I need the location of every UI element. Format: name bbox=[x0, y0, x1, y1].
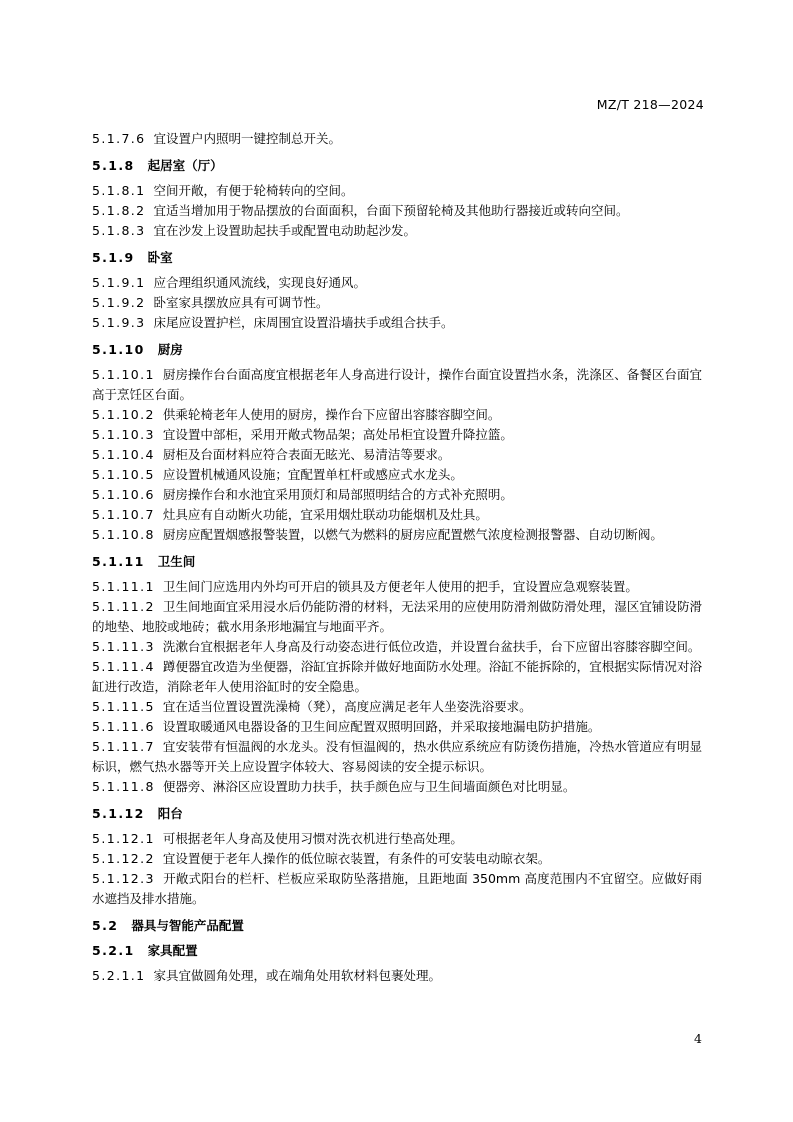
heading-text: 卫生间 bbox=[157, 554, 196, 569]
clause-text: 供乘轮椅老年人使用的厨房，操作台下应留出容膝容脚空间。 bbox=[162, 407, 501, 422]
heading-number: 5.2 bbox=[92, 918, 119, 933]
clause-number: 5.1.12.2 bbox=[92, 851, 155, 866]
clause-text: 厨房应配置烟感报警装置，以燃气为燃料的厨房应配置燃气浓度检测报警器、自动切断阀。 bbox=[162, 527, 663, 542]
clause-text: 蹲便器宜改造为坐便器，浴缸宜拆除并做好地面防水处理。浴缸不能拆除的，宜根据实际情况对浴缸进行改造，消除老年人使用浴缸时的安全隐患。 bbox=[92, 659, 702, 694]
clause-text: 厨房操作台台面高度宜根据老年人身高进行设计，操作台面宜设置挡水条，洗涤区、备餐区台面宜高于烹饪区台面。 bbox=[92, 367, 702, 402]
clause-number: 5.1.10.1 bbox=[92, 367, 155, 382]
clause-number: 5.1.11.1 bbox=[92, 579, 155, 594]
clause-item bbox=[92, 221, 702, 241]
clause-item bbox=[92, 445, 702, 465]
clause-text: 家具宜做圆角处理，或在端角处用软材料包裹处理。 bbox=[153, 968, 442, 983]
clause-number: 5.1.8.1 bbox=[92, 183, 146, 198]
heading-number: 5.1.10 bbox=[92, 342, 145, 357]
clause-number: 5.1.11.8 bbox=[92, 779, 155, 794]
clause-number: 5.1.10.7 bbox=[92, 507, 155, 522]
clause-text: 宜适当增加用于物品摆放的台面面积，台面下预留轮椅及其他助行器接近或转向空间。 bbox=[153, 203, 629, 218]
clause-text: 宜在适当位置设置洗澡椅（凳），高度应满足老年人坐姿洗浴要求。 bbox=[162, 699, 532, 714]
section-heading bbox=[92, 916, 702, 936]
page-number: 4 bbox=[694, 1031, 702, 1046]
clause-item bbox=[92, 597, 702, 637]
clause-number: 5.1.12.3 bbox=[92, 871, 155, 886]
clause-item bbox=[92, 293, 702, 313]
clause-text: 宜设置便于老年人操作的低位晾衣装置，有条件的可安装电动晾衣架。 bbox=[162, 851, 551, 866]
heading-text: 厨房 bbox=[157, 342, 183, 357]
clause-number: 5.1.10.4 bbox=[92, 447, 155, 462]
clause-number: 5.1.10.2 bbox=[92, 407, 155, 422]
clause-item bbox=[92, 849, 702, 869]
clause-number: 5.1.11.3 bbox=[92, 639, 155, 654]
clause-number: 5.1.11.2 bbox=[92, 599, 155, 614]
clause-item bbox=[92, 869, 702, 909]
clause-item bbox=[92, 697, 702, 717]
heading-number: 5.1.9 bbox=[92, 250, 135, 265]
clause-item bbox=[92, 777, 702, 797]
clause-item bbox=[92, 273, 702, 293]
heading-text: 家具配置 bbox=[147, 943, 198, 958]
clause-text: 洗漱台宜根据老年人身高及行动姿态进行低位改造，并设置台盆扶手，台下应留出容膝容脚空间。 bbox=[162, 639, 701, 654]
clause-number: 5.1.10.5 bbox=[92, 467, 155, 482]
clause-item bbox=[92, 717, 702, 737]
clause-number: 5.1.11.6 bbox=[92, 719, 155, 734]
clause-item bbox=[92, 365, 702, 405]
clause-item bbox=[92, 465, 702, 485]
section-heading bbox=[92, 552, 702, 572]
clause-item bbox=[92, 201, 702, 221]
clause-text: 应合理组织通风流线，实现良好通风。 bbox=[153, 275, 367, 290]
document-code: MZ/T 218—2024 bbox=[596, 97, 704, 112]
clause-number: 5.1.10.8 bbox=[92, 527, 155, 542]
clause-text: 设置取暖通风电器设备的卫生间应配置双照明回路，并采取接地漏电防护措施。 bbox=[162, 719, 601, 734]
clause-text: 便器旁、淋浴区应设置助力扶手，扶手颜色应与卫生间墙面颜色对比明显。 bbox=[162, 779, 576, 794]
clause-item bbox=[92, 425, 702, 445]
heading-number: 5.1.12 bbox=[92, 806, 145, 821]
clause-item bbox=[92, 637, 702, 657]
clause-number: 5.1.12.1 bbox=[92, 831, 155, 846]
clause-text: 卧室家具摆放应具有可调节性。 bbox=[153, 295, 329, 310]
heading-text: 阳台 bbox=[157, 806, 183, 821]
clause-number: 5.1.9.2 bbox=[92, 295, 146, 310]
clause-item bbox=[92, 737, 702, 777]
clause-text: 厨柜及台面材料应符合表面无眩光、易清洁等要求。 bbox=[162, 447, 451, 462]
clause-number: 5.1.10.3 bbox=[92, 427, 155, 442]
clause-item bbox=[92, 577, 702, 597]
heading-number: 5.1.8 bbox=[92, 158, 135, 173]
clause-text: 可根据老年人身高及使用习惯对洗衣机进行垫高处理。 bbox=[162, 831, 463, 846]
section-heading bbox=[92, 248, 702, 268]
section-heading bbox=[92, 941, 702, 961]
clause-text: 应设置机械通风设施；宜配置单杠杆或感应式水龙头。 bbox=[162, 467, 463, 482]
clause-item bbox=[92, 657, 702, 697]
section-heading bbox=[92, 804, 702, 824]
clause-item bbox=[92, 829, 702, 849]
clause-item bbox=[92, 505, 702, 525]
clause-text: 开敞式阳台的栏杆、栏板应采取防坠落措施，且距地面 350mm 高度范围内不宜留空。应做好雨水遮挡及排水措施。 bbox=[92, 871, 702, 906]
clause-text: 灶具应有自动断火功能，宜采用烟灶联动功能烟机及灶具。 bbox=[162, 507, 488, 522]
section-heading bbox=[92, 156, 702, 176]
heading-text: 起居室（厅） bbox=[147, 158, 223, 173]
clause-text: 卫生间地面宜采用浸水后仍能防滑的材料，无法采用的应使用防滑剂做防滑处理，湿区宜铺设防滑的地垫、地胶或地砖；截水用条形地漏宜与地面平齐。 bbox=[92, 599, 702, 634]
clause-text: 床尾应设置护栏，床周围宜设置沿墙扶手或组合扶手。 bbox=[153, 315, 454, 330]
clause-number: 5.1.11.5 bbox=[92, 699, 155, 714]
clause-number: 5.1.8.3 bbox=[92, 223, 146, 238]
clause-item bbox=[92, 405, 702, 425]
clause-text: 空间开敞，有便于轮椅转向的空间。 bbox=[153, 183, 354, 198]
clause-text: 宜设置户内照明一键控制总开关。 bbox=[153, 131, 342, 146]
clause-text: 厨房操作台和水池宜采用顶灯和局部照明结合的方式补充照明。 bbox=[162, 487, 513, 502]
clause-item bbox=[92, 181, 702, 201]
clause-number: 5.1.10.6 bbox=[92, 487, 155, 502]
heading-text: 器具与智能产品配置 bbox=[131, 918, 244, 933]
clause-text: 宜在沙发上设置助起扶手或配置电动助起沙发。 bbox=[153, 223, 417, 238]
clause-text: 卫生间门应选用内外均可开启的锁具及方便老年人使用的把手，宜设置应急观察装置。 bbox=[162, 579, 638, 594]
clause-number: 5.1.9.1 bbox=[92, 275, 146, 290]
clause-number: 5.1.7.6 bbox=[92, 131, 146, 146]
clause-text: 宜设置中部柜，采用开敞式物品架；高处吊柜宜设置升降拉篮。 bbox=[162, 427, 513, 442]
clause-item bbox=[92, 485, 702, 505]
clause-number: 5.2.1.1 bbox=[92, 968, 146, 983]
section-heading bbox=[92, 340, 702, 360]
heading-number: 5.1.11 bbox=[92, 554, 145, 569]
clause-number: 5.1.9.3 bbox=[92, 315, 146, 330]
heading-number: 5.2.1 bbox=[92, 943, 135, 958]
clause-item bbox=[92, 966, 702, 986]
heading-text: 卧室 bbox=[147, 250, 173, 265]
clause-text: 宜安装带有恒温阀的水龙头。没有恒温阀的，热水供应系统应有防烫伤措施，冷热水管道应有明显标识，燃气热水器等开关上应设置字体较大、容易阅读的安全提示标识。 bbox=[92, 739, 702, 774]
document-body bbox=[92, 129, 702, 986]
clause-number: 5.1.8.2 bbox=[92, 203, 146, 218]
clause-item bbox=[92, 313, 702, 333]
clause-item bbox=[92, 129, 702, 149]
clause-number: 5.1.11.4 bbox=[92, 659, 155, 674]
clause-item bbox=[92, 525, 702, 545]
clause-number: 5.1.11.7 bbox=[92, 739, 155, 754]
